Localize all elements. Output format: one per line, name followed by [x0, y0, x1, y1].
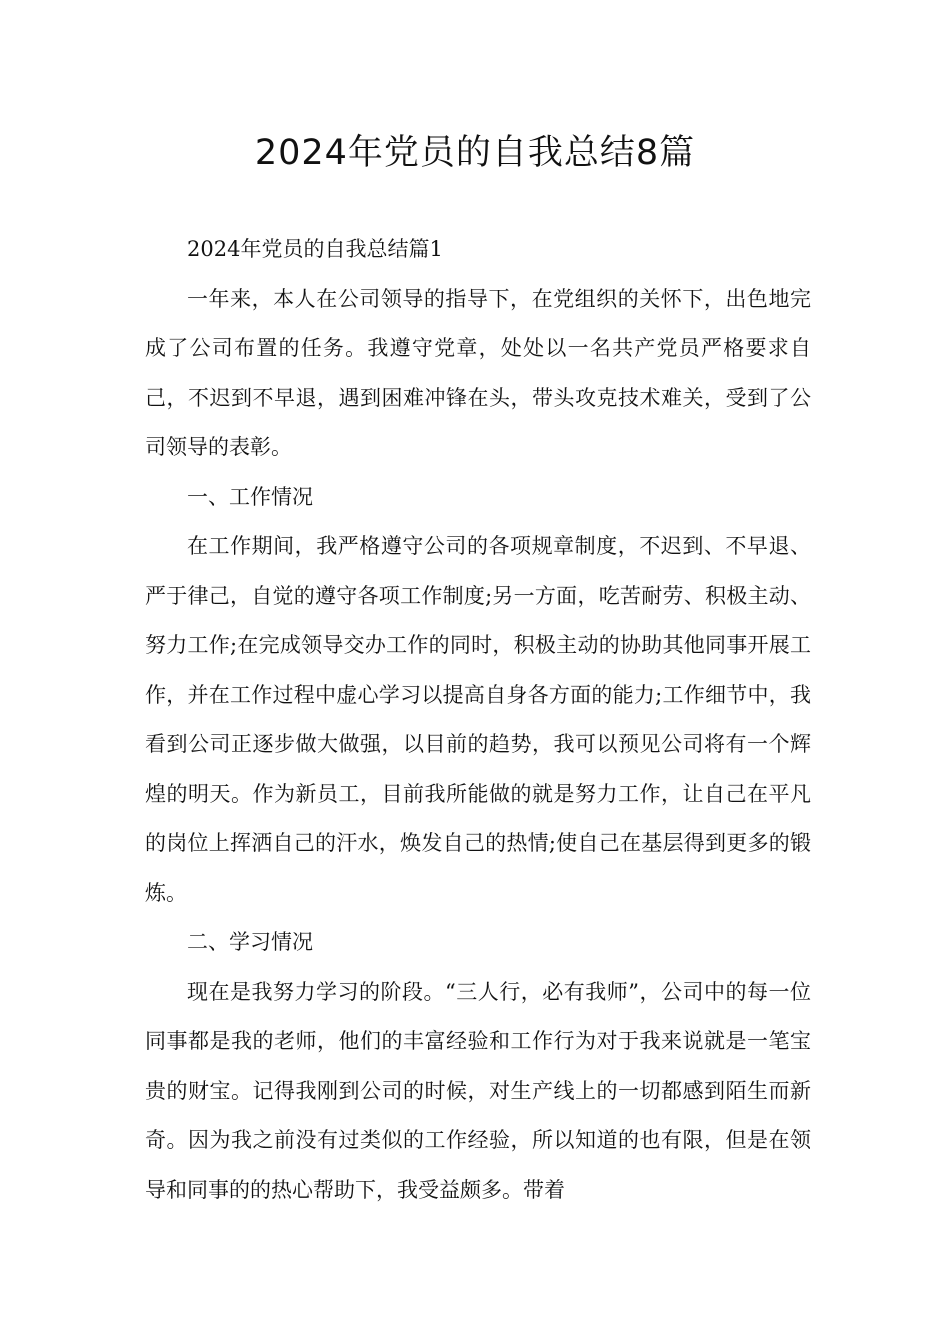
section-heading-work: 一、工作情况: [187, 484, 313, 509]
paragraph-study: 现在是我努力学习的阶段。“三人行，必有我师”，公司中的每一位同事都是我的老师，他们的丰富经验和工作行为对于我来说就是一笔宝贵的财宝。记得我刚到公司的时候，对生产线上的一切都感到陌生而新奇。因为我之前没有过类似的工作经验，所以知道的也有限，但是在领导和同事的的热心帮助下，我受益颇多。带着: [145, 979, 811, 1202]
section-heading-1: 2024年党员的自我总结篇1: [187, 237, 443, 261]
document-title: 2024年党员的自我总结8篇: [254, 133, 696, 173]
section-heading-study: 二、学习情况: [187, 930, 313, 954]
paragraph-work: 在工作期间，我严格遵守公司的各项规章制度，不迟到、不早退、严于律己，自觉的遵守各项工作制度;另一方面，吃苦耐劳、积极主动、努力工作;在完成领导交办工作的同时，积极主动的协助其他同事开展工作，并在工作过程中虚心学习以提高自身各方面的能力;工作细节中，我看到公司正逐步做大做强，以目前的趋势，我可以预见公司将有一个辉煌的明天。作为新员工，目前我所能做的就是努力工作，让自己在平凡的岗位上挥洒自己的汗水，焕发自己的热情;使自己在基层得到更多的锻炼。: [145, 534, 811, 905]
paragraph-intro: 一年来，本人在公司领导的指导下，在党组织的关怀下，出色地完成了公司布置的任务。我遵守党章，处处以一名共产党员严格要求自己，不迟到不早退，遇到困难冲锋在头，带头攻克技术难关，受到了公司领导的表彰。: [145, 286, 811, 459]
document-body: [145, 225, 811, 1215]
